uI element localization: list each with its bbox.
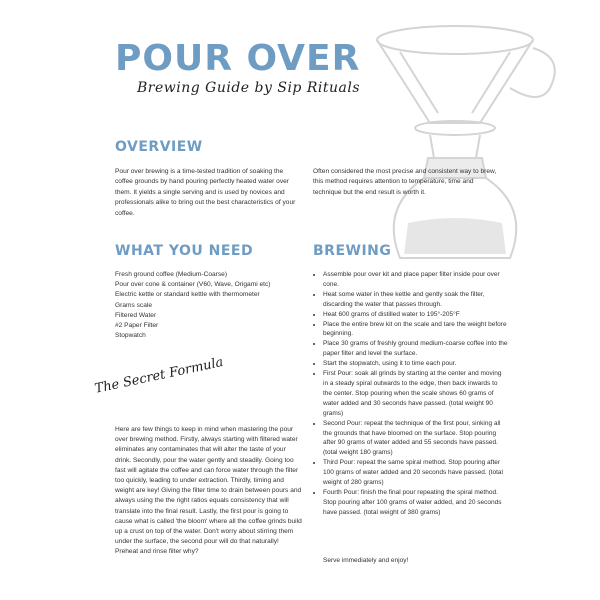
list-item: • Fourth Pour: finish the final pour repeating the spiral method. Stop pouring after 100 grams of water added, and 20 seconds have passed. (total weight of 380 grams) xyxy=(323,488,508,518)
closing-line: Serve immediately and enjoy! xyxy=(323,557,409,564)
brewing-heading: BREWING xyxy=(313,243,392,259)
list-item: Stopwatch xyxy=(115,332,146,340)
list-item: Filtered Water xyxy=(115,311,157,319)
what-you-need-heading: WHAT YOU NEED xyxy=(115,243,254,259)
list-item: • First Pour: soak all grinds by starting at the center and moving in a steady spiral outwards to the edge, then back inwards to the center. Stop pouring when the scale shows 60 grams of water added and 30 seconds have passed. (total weight 90 grams) xyxy=(323,369,508,419)
list-item: • Place the entire brew kit on the scale and tare the weight before beginning. xyxy=(323,320,508,340)
list-item: • Second Pour: repeat the technique of the first pour, sinking all the grounds that have bloomed on the surface. Stop pouring after 90 grams of water added and 55 seconds have passed. (total weight 180 grams) xyxy=(323,419,508,459)
brewing-steps-list xyxy=(313,270,508,518)
list-item: • Place 30 grams of freshly ground medium-coarse coffee into the paper filter and level the surface. xyxy=(323,339,508,359)
list-item: • Third Pour: repeat the same spiral method. Stop pouring after 100 grams of water added and 20 seconds have passed. (total weight of 280 grams) xyxy=(323,458,508,488)
list-item: • Heat 600 grams of distilled water to 195°-205°F xyxy=(323,310,508,320)
list-item: • Start the stopwatch, using it to time each pour. xyxy=(323,359,508,369)
overview-paragraph-right: Often considered the most precise and consistent way to brew, this method requires attention to temperature, time and technique but the end result is worth it. xyxy=(313,168,497,196)
list-item: Fresh ground coffee (Medium-Coarse) xyxy=(115,271,228,278)
page-subtitle: Brewing Guide by Sip Rituals xyxy=(137,80,361,96)
list-item: Pour over cone & container (V60, Wave, Origami etc) xyxy=(115,281,271,289)
list-item: • Assemble pour over kit and place paper filter inside pour over cone. xyxy=(323,270,508,290)
secret-formula-heading: The Secret Formula xyxy=(93,354,225,397)
list-item: Electric kettle or standard kettle with thermometer xyxy=(115,291,260,299)
list-item: • Heat some water in thee kettle and gently soak the filter, discarding the water that passes through. xyxy=(323,290,508,310)
overview-paragraph-left: Pour over brewing is a time-tested tradition of soaking the coffee grounds by hand pouring perfectly heated water over them. It yields a single serving and is used by novices and professionals alike to bring out the best characteristics of your coffee. xyxy=(115,168,296,217)
secret-formula-paragraph: Here are few things to keep in mind when mastering the pour over brewing method. Firstly, always starting with filtered water eliminates any contaminates that will alter the taste of your drink. Secondly, pour the water gently and steadily. Going too fast will agitate the coffee and can force water through the filter too quickly, leading to under extraction. Thirdly, timing and weight are key! Giving the filter time to drain between pours and always using the the right ratios equals consistency that will translate into the final result. Lastly, the first pour is going to cause what is called 'the bloom' where all the coffee grinds build up a crust on top of the water. Don't worry about stirring them under the surface, the second pour will do that naturally! Preheat and rinse filter why? xyxy=(115,426,302,556)
list-item: Grams scale xyxy=(115,301,153,309)
pour-over-illustration xyxy=(360,18,565,263)
what-you-need-list xyxy=(115,270,305,341)
page-title: POUR OVER xyxy=(115,38,361,79)
list-item: #2 Paper Filter xyxy=(115,322,159,330)
overview-heading: OVERVIEW xyxy=(115,139,203,155)
